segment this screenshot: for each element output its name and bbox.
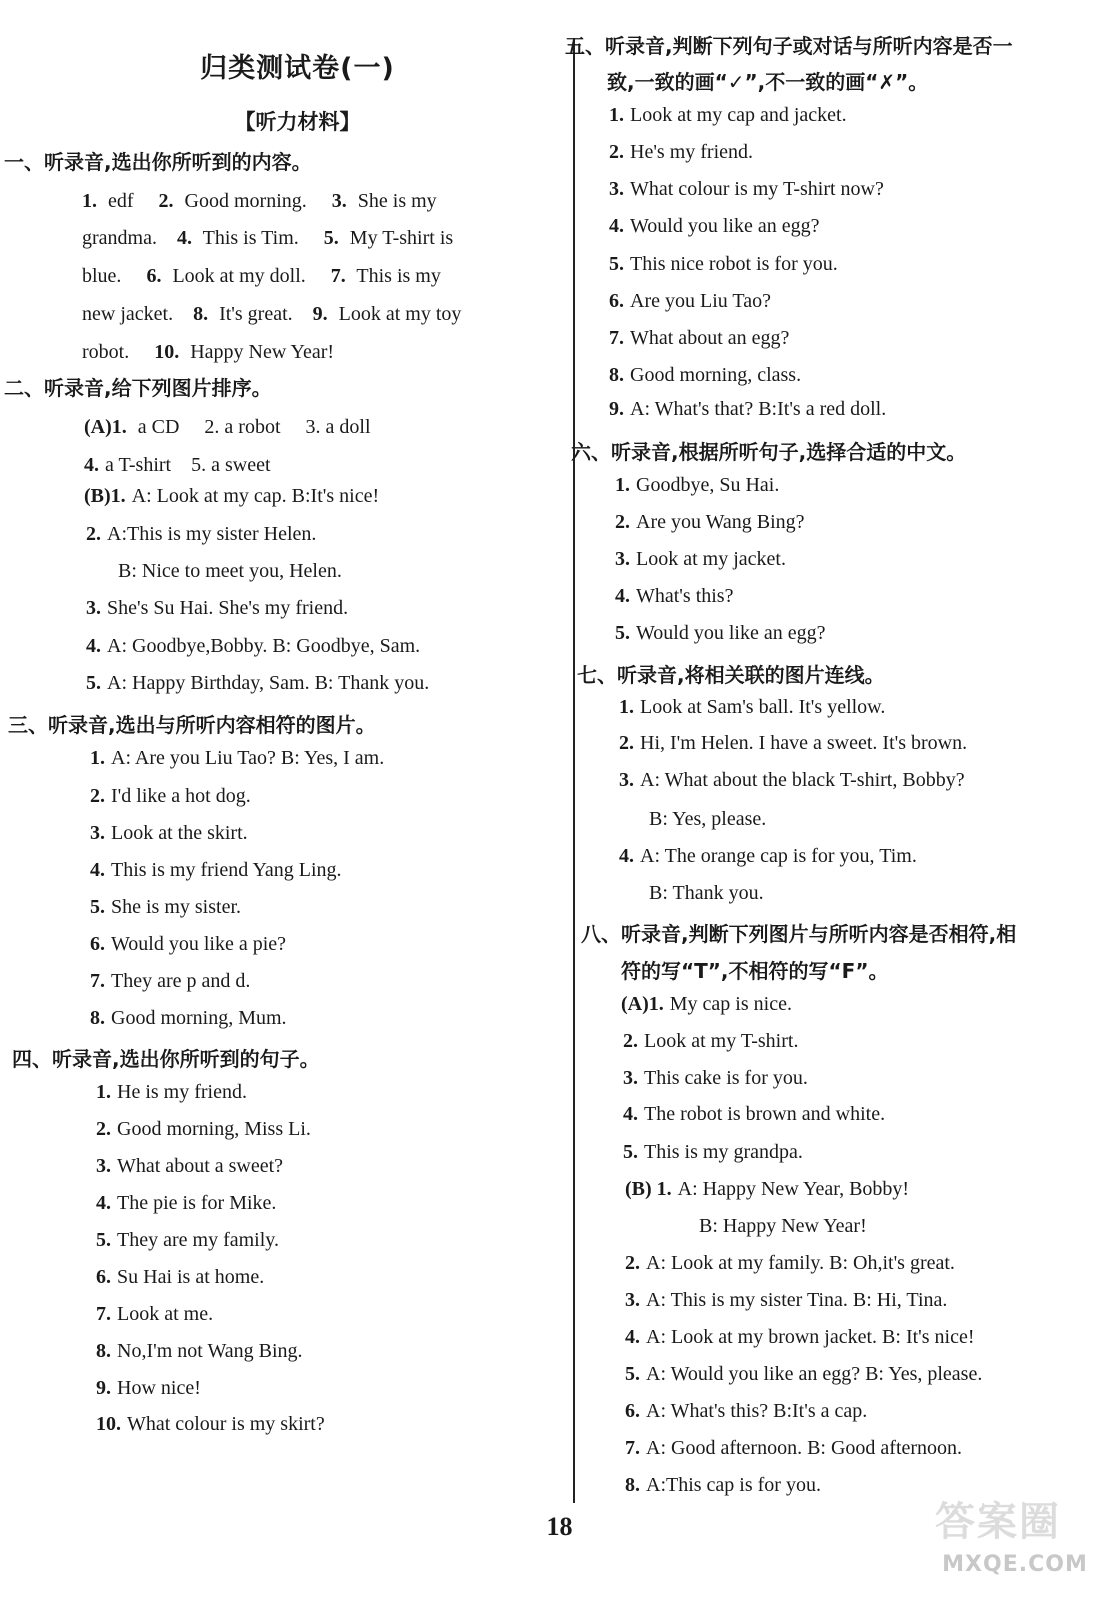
page-subtitle: 【听力材料】 [234, 110, 361, 134]
list-item: 4. A: Goodbye,Bobby. B: Goodbye, Sam. [86, 635, 421, 657]
list-item: 6. Would you like a pie? [90, 933, 287, 955]
list-item: B: Happy New Year! [699, 1215, 867, 1237]
list-item: 5. This is my grandpa. [623, 1141, 803, 1163]
list-item: 6. Su Hai is at home. [96, 1266, 265, 1288]
section-5-heading-cont: 致,一致的画“✓”,不一致的画“✗”。 [607, 70, 929, 94]
list-item: 1. Look at my cap and jacket. [609, 104, 847, 126]
list-item: 8. A:This cap is for you. [625, 1474, 821, 1496]
list-item: B: Thank you. [649, 882, 764, 904]
list-item: 4. a T-shirt 5. a sweet [84, 454, 271, 476]
section-1-line: robot. 10. Happy New Year! [82, 341, 335, 363]
page-title: 归类测试卷(一) [200, 53, 395, 84]
column-divider [573, 38, 575, 1503]
section-8-heading: 八、听录音,判断下列图片与所听内容是否相符,相 [581, 922, 1017, 946]
list-item: 10. What colour is my skirt? [96, 1413, 325, 1435]
list-item: 3. What about a sweet? [96, 1155, 284, 1177]
list-item: 2. Hi, I'm Helen. I have a sweet. It's brown. [619, 732, 968, 754]
page-number: 18 [546, 1512, 573, 1541]
list-item: 3. This cake is for you. [623, 1067, 808, 1089]
section-7-heading: 七、听录音,将相关联的图片连线。 [577, 663, 885, 687]
list-item: (A)1. a CD 2. a robot 3. a doll [84, 416, 371, 438]
list-item: 6. Are you Liu Tao? [609, 290, 771, 312]
list-item: 3. Look at the skirt. [90, 822, 248, 844]
section-1-line: new jacket. 8. It's great. 9. Look at my toy [82, 303, 462, 325]
list-item: (B)1. A: Look at my cap. B:It's nice! [84, 485, 380, 507]
list-item: 4. The robot is brown and white. [623, 1103, 886, 1125]
section-1-line: blue. 6. Look at my doll. 7. This is my [82, 265, 441, 287]
list-item: 4. What's this? [615, 585, 734, 607]
list-item: 2. A: Look at my family. B: Oh,it's great. [625, 1252, 955, 1274]
list-item: 8. No,I'm not Wang Bing. [96, 1340, 303, 1362]
list-item: 2. He's my friend. [609, 141, 754, 163]
list-item: 5. She is my sister. [90, 896, 242, 918]
list-item: 5. A: Would you like an egg? B: Yes, please. [625, 1363, 983, 1385]
list-item: 3. A: What about the black T-shirt, Bobby? [619, 769, 965, 791]
list-item: 5. Would you like an egg? [615, 622, 826, 644]
list-item: (B) 1. A: Happy New Year, Bobby! [625, 1178, 910, 1200]
section-4-heading: 四、听录音,选出你所听到的句子。 [12, 1047, 320, 1071]
list-item: 7. A: Good afternoon. B: Good afternoon. [625, 1437, 963, 1459]
list-item: B: Yes, please. [649, 808, 767, 830]
list-item: 4. The pie is for Mike. [96, 1192, 277, 1214]
section-2-heading: 二、听录音,给下列图片排序。 [4, 376, 272, 400]
list-item: 5. They are my family. [96, 1229, 279, 1251]
list-item: 1. Goodbye, Su Hai. [615, 474, 780, 496]
list-item: (A)1. My cap is nice. [621, 993, 792, 1015]
watermark-text: MXQE.COM [942, 1552, 1088, 1577]
section-3-heading: 三、听录音,选出与所听内容相符的图片。 [8, 713, 376, 737]
list-item: 2. A:This is my sister Helen. [86, 523, 317, 545]
list-item: 7. Look at me. [96, 1303, 214, 1325]
watermark [925, 1490, 1105, 1590]
list-item: 9. A: What's that? B:It's a red doll. [609, 398, 887, 420]
list-item: 2. Are you Wang Bing? [615, 511, 805, 533]
list-item: 4. A: Look at my brown jacket. B: It's nice! [625, 1326, 975, 1348]
section-1-line: 1. edf 2. Good morning. 3. She is my [82, 190, 437, 212]
watermark-logo: 答案圈 [935, 1499, 1061, 1545]
section-1-heading: 一、听录音,选出你所听到的内容。 [4, 150, 312, 174]
list-item: 1. A: Are you Liu Tao? B: Yes, I am. [90, 747, 385, 769]
list-item: 1. Look at Sam's ball. It's yellow. [619, 696, 886, 718]
list-item: 1. He is my friend. [96, 1081, 247, 1103]
list-item: 5. A: Happy Birthday, Sam. B: Thank you. [86, 672, 430, 694]
list-item: 7. What about an egg? [609, 327, 790, 349]
list-item: B: Nice to meet you, Helen. [118, 560, 342, 582]
section-5-heading: 五、听录音,判断下列句子或对话与所听内容是否一 [565, 34, 1013, 58]
list-item: 9. How nice! [96, 1377, 201, 1399]
list-item: 7. They are p and d. [90, 970, 251, 992]
list-item: 8. Good morning, class. [609, 364, 802, 386]
section-8-heading-cont: 符的写“T”,不相符的写“F”。 [621, 959, 889, 983]
list-item: 4. This is my friend Yang Ling. [90, 859, 342, 881]
list-item: 3. She's Su Hai. She's my friend. [86, 597, 349, 619]
list-item: 3. What colour is my T-shirt now? [609, 178, 884, 200]
list-item: 8. Good morning, Mum. [90, 1007, 287, 1029]
list-item: 3. A: This is my sister Tina. B: Hi, Tina. [625, 1289, 948, 1311]
list-item: 6. A: What's this? B:It's a cap. [625, 1400, 868, 1422]
list-item: 4. A: The orange cap is for you, Tim. [619, 845, 917, 867]
list-item: 5. This nice robot is for you. [609, 253, 838, 275]
list-item: 2. Good morning, Miss Li. [96, 1118, 311, 1140]
list-item: 4. Would you like an egg? [609, 215, 820, 237]
list-item: 2. Look at my T-shirt. [623, 1030, 799, 1052]
list-item: 3. Look at my jacket. [615, 548, 786, 570]
section-6-heading: 六、听录音,根据所听句子,选择合适的中文。 [571, 440, 967, 464]
list-item: 2. I'd like a hot dog. [90, 785, 251, 807]
section-1-line: grandma. 4. This is Tim. 5. My T-shirt is [82, 227, 454, 249]
